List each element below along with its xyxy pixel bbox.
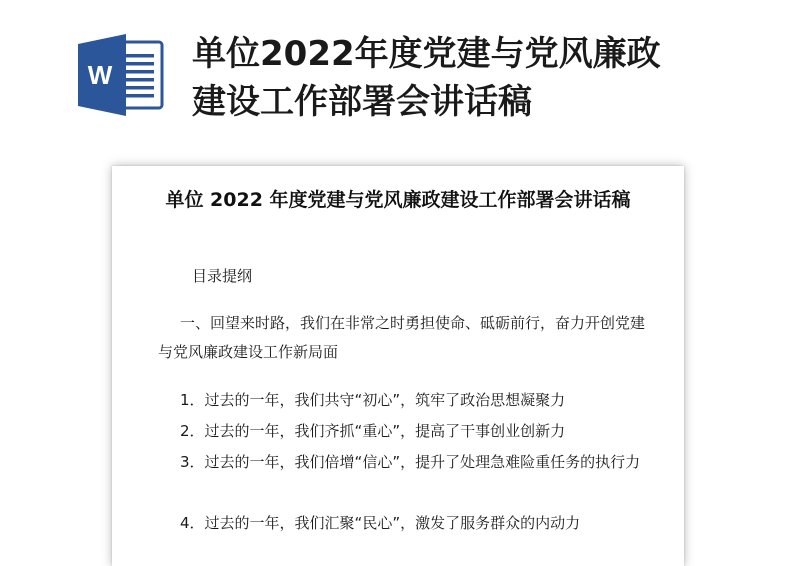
list-item: 1．过去的一年，我们共守“初心”，筑牢了政治思想凝聚力 bbox=[180, 391, 566, 409]
list-item: 3．过去的一年，我们倍增“信心”，提升了处理急难险重任务的执行力 bbox=[180, 453, 641, 471]
word-document-icon bbox=[78, 34, 164, 116]
document-body bbox=[112, 166, 684, 566]
header bbox=[0, 0, 800, 140]
section-heading: 一、回望来时路，我们在非常之时勇担使命、砥砺前行，奋力开创党建与党风廉政建设工作新局面 bbox=[158, 314, 646, 361]
document-page bbox=[112, 166, 684, 566]
toc-label: 目录提纲 bbox=[192, 267, 253, 285]
list-item: 4．过去的一年，我们汇聚“民心”，激发了服务群众的内动力 bbox=[180, 514, 581, 532]
document-title: 单位 2022 年度党建与党风廉政建设工作部署会讲话稿 bbox=[165, 189, 631, 211]
list-item: 2．过去的一年，我们齐抓“重心”，提高了干事创业创新力 bbox=[180, 422, 566, 440]
word-icon-letter: W bbox=[87, 60, 113, 90]
page-title: 单位2022年度党建与党风廉政建设工作部署会讲话稿 bbox=[192, 34, 661, 122]
